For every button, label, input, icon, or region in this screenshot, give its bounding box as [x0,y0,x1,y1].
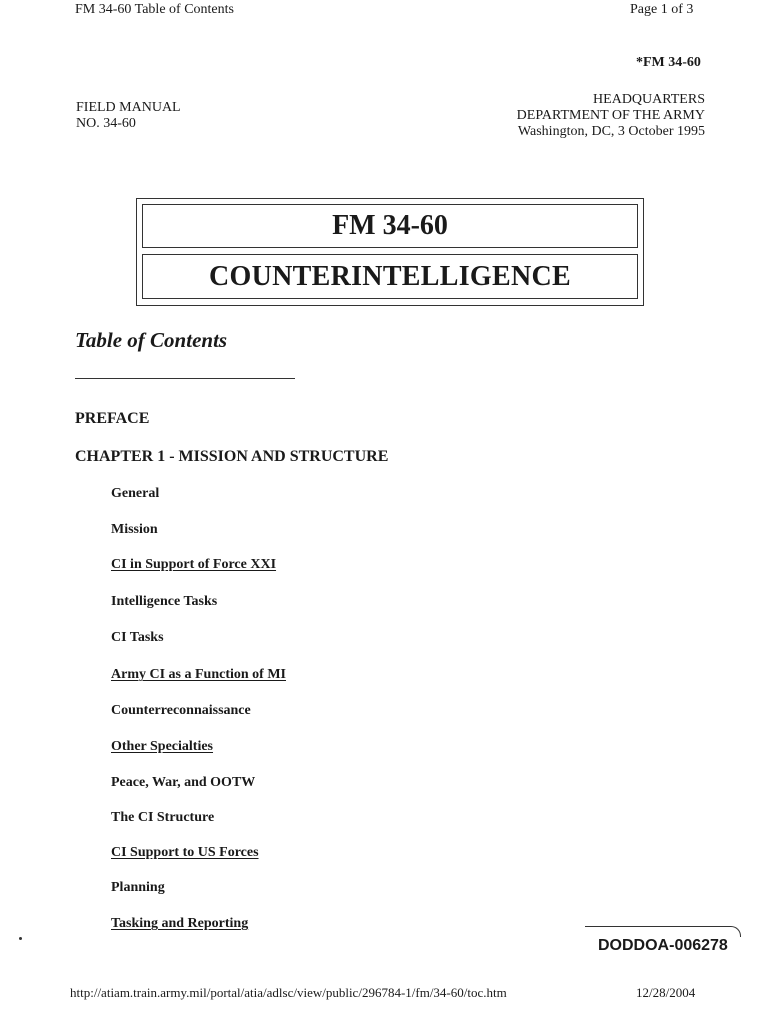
manual-main-title: COUNTERINTELLIGENCE [142,254,638,299]
footer-url[interactable]: http://atiam.train.army.mil/portal/atia/adlsc/view/public/296784-1/fm/34-60/toc.htm [70,985,507,1000]
scan-speck [19,937,22,940]
toc-item-ci-structure[interactable]: The CI Structure [111,810,215,825]
toc-item-ci-tasks[interactable]: CI Tasks [111,630,164,645]
headquarters-block [517,92,705,140]
footer-date: 12/28/2004 [636,985,696,1000]
bates-stamp: DODDOA-006278 [598,937,728,954]
toc-item-counterreconnaissance[interactable]: Counterreconnaissance [111,703,251,718]
manual-number: NO. 34-60 [76,116,136,131]
issue-date: Washington, DC, 3 October 1995 [517,124,705,139]
toc-item-intelligence-tasks[interactable]: Intelligence Tasks [111,594,218,609]
page-indicator: Page 1 of 3 [630,2,694,17]
toc-divider [75,378,295,379]
field-manual-block [76,100,181,132]
toc-item-general[interactable]: General [111,486,160,501]
toc-item-mission[interactable]: Mission [111,522,158,537]
toc-item-tasking-reporting[interactable]: Tasking and Reporting [111,916,249,931]
toc-preface[interactable]: PREFACE [75,410,150,427]
headquarters-label: HEADQUARTERS [593,92,705,107]
stamp-bracket [585,926,741,937]
toc-item-ci-support-force-xxi[interactable]: CI in Support of Force XXI [111,557,277,572]
department-label: DEPARTMENT OF THE ARMY [516,108,705,123]
toc-item-planning[interactable]: Planning [111,880,165,895]
toc-item-other-specialties[interactable]: Other Specialties [111,739,214,754]
field-manual-label: FIELD MANUAL [76,100,181,115]
toc-chapter-1[interactable]: CHAPTER 1 - MISSION AND STRUCTURE [75,448,389,465]
toc-title: Table of Contents [75,328,228,352]
document-title: FM 34-60 Table of Contents [75,2,234,17]
document-code: *FM 34-60 [636,55,701,70]
manual-number-title: FM 34-60 [142,204,638,248]
title-box [136,198,644,306]
toc-item-peace-war-ootw[interactable]: Peace, War, and OOTW [111,775,256,790]
toc-item-ci-support-us-forces[interactable]: CI Support to US Forces [111,845,259,860]
toc-item-army-ci-function-mi[interactable]: Army CI as a Function of MI [111,667,286,682]
